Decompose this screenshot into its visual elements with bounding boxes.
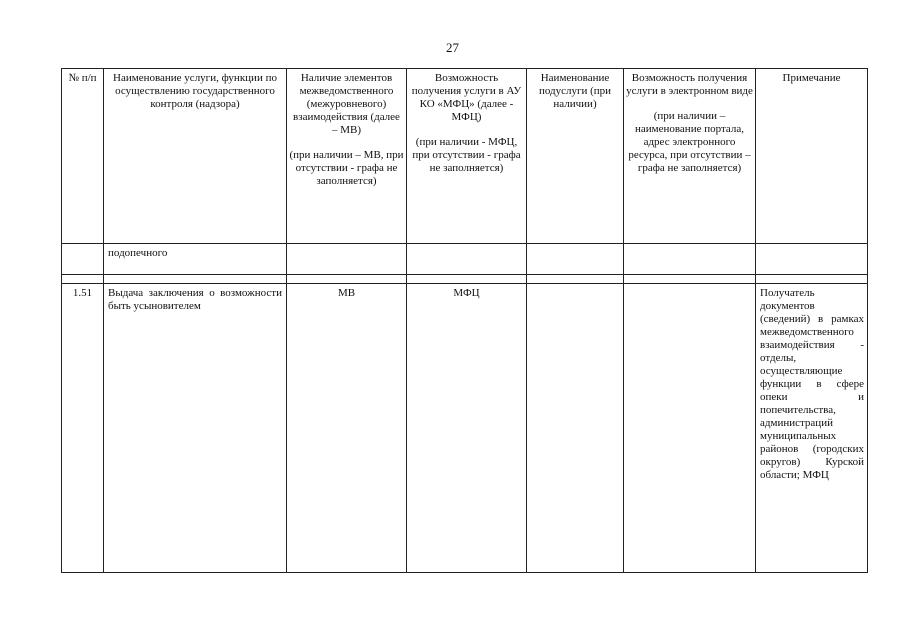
- header-electronic: [624, 69, 756, 244]
- table-row-1-51: [62, 284, 868, 573]
- header-note-label: Примечание: [782, 72, 841, 84]
- table-header-row: [62, 69, 868, 244]
- cont-note-cell: [756, 244, 868, 275]
- row-service-name: Выдача заключения о возможности быть усыновителем: [104, 284, 287, 573]
- header-mfc-note: (при наличии - МФЦ, при отсутствии - графа не заполняется): [412, 136, 521, 174]
- header-service-name: [104, 69, 287, 244]
- cont-mv-cell: [287, 244, 407, 275]
- header-subservice: [527, 69, 624, 244]
- row-mv: МВ: [287, 284, 407, 573]
- header-subservice-label: Наименование подуслуги (при наличии): [538, 72, 612, 110]
- row-subservice: [527, 284, 624, 573]
- cont-num-cell: [62, 244, 104, 275]
- cont-mfc-cell: [407, 244, 527, 275]
- page-number: 27: [446, 40, 459, 55]
- header-service-name-label: Наименование услуги, функции по осуществлению государственного контроля (надзора): [113, 72, 277, 110]
- header-mfc-title: Возможность получения услуги в АУ КО «МФЦ» (далее - МФЦ): [411, 72, 522, 123]
- row-num: 1.51: [62, 284, 104, 573]
- table-row-continuation: [62, 244, 868, 275]
- header-num-label: № п/п: [68, 72, 97, 84]
- table-row-spacer: [62, 275, 868, 284]
- cont-service-name: подопечного: [108, 247, 168, 259]
- cont-service-name-cell: [104, 244, 287, 275]
- row-note: Получатель документов (сведений) в рамках межведомственного взаимодействия - отделы, осуществляющие функции в сфере опеки и попечительства, администраций муниципальных районов (городских округов) Курской области; МФЦ: [756, 284, 868, 573]
- header-electronic-title: Возможность получения услуги в электронном виде: [626, 72, 753, 97]
- header-mfc: [407, 69, 527, 244]
- header-num: [62, 69, 104, 244]
- row-mfc: МФЦ: [407, 284, 527, 573]
- header-mv-title: Наличие элементов межведомственного (межуровневого) взаимодействия (далее – МВ): [293, 72, 400, 136]
- cont-electronic-cell: [624, 244, 756, 275]
- cont-subservice-cell: [527, 244, 624, 275]
- services-table: [61, 68, 868, 573]
- row-electronic: [624, 284, 756, 573]
- header-electronic-note: (при наличии – наименование портала, адрес электронного ресурса, при отсутствии – графа не заполняется): [628, 110, 751, 174]
- header-mv: [287, 69, 407, 244]
- header-mv-note: (при наличии – МВ, при отсутствии - графа не заполняется): [289, 149, 404, 187]
- header-note: [756, 69, 868, 244]
